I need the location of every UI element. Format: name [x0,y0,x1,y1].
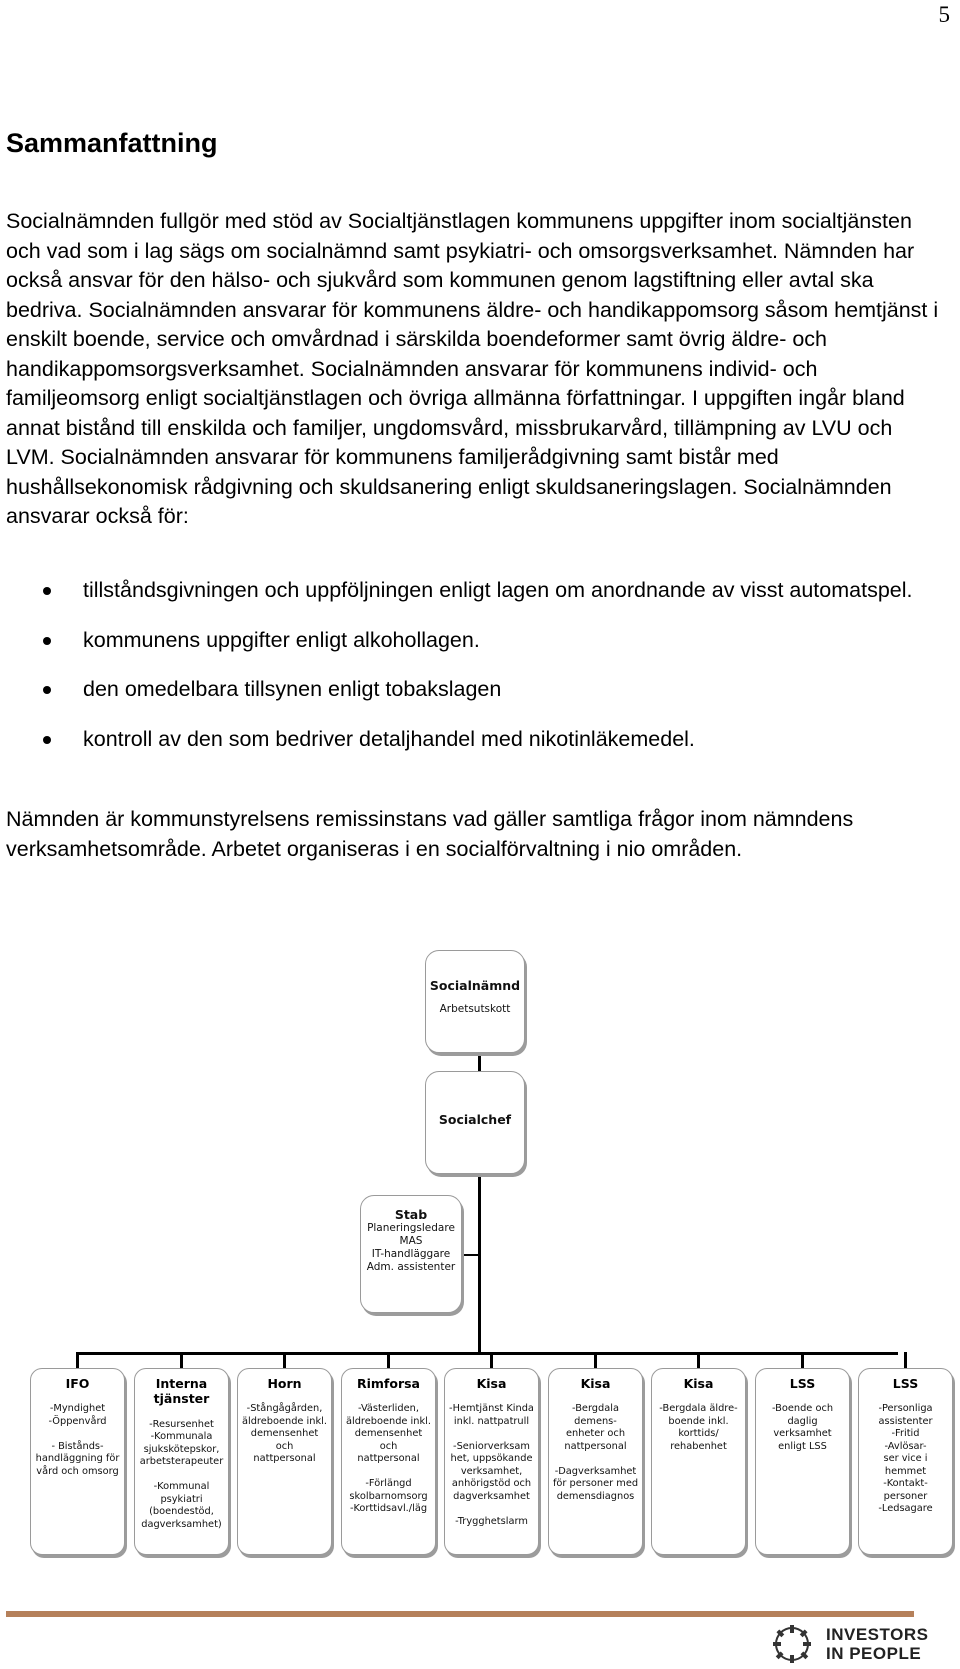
department-box [858,1368,953,1555]
staff-box [360,1195,462,1313]
department-description: -Myndighet -Öppenvård - Bistånds- handläggning för vård och omsorg [35,1403,120,1477]
list-item [6,626,946,656]
list-item [6,675,946,705]
staff-title: Stab [394,1207,428,1222]
intro-paragraph: Socialnämnden fullgör med stöd av Socialtjänstlagen kommunens uppgifter inom socialtjänsten och vad som i lag sägs om socialnämnd samt psykiatri- och omsorgsverksamhet. Nämnden har också ansvar för den hälso- och sjukvård som kommunen genom lagstiftning eller avtal ska bedriva. Socialnämnden ansvarar för kommunens äldre- och handikappomsorg såsom hemtjänst i enskilt boende, service och omvårdnad i särskilda boendeformer samt övrig äldre- och handikappomsorgsverksamhet. Socialnämnden ansvarar för kommunens individ- och familjeomsorg enligt socialtjänstlagen och övriga allmänna författningar. I uppgiften ingår bland annat bistånd till enskilda och familjer, ungdomsvård, missbrukarvård, tillämpning av LVU och LVM. Socialnämnden ansvarar för kommunens familjerådgivning samt bistår med hushållsekonomisk rådgivning och skuldsanering enligt skuldsaneringslagen. Socialnämnden ansvarar också för: [6,209,939,528]
logo-text-line-2: IN PEOPLE [826,1644,922,1663]
connector-line [697,1352,700,1368]
department-title: IFO [65,1376,90,1391]
department-box [134,1368,229,1555]
connector-line [904,1352,907,1368]
logo-text-line-1: INVESTORS [826,1625,929,1644]
department-box [341,1368,436,1555]
department-title: Kisa [476,1376,507,1391]
connector-line [283,1352,286,1368]
department-description: -Resursenhet -Kommunala sjukskötерskor, arbetsterapeuter -Kommunal psykiatri (boendestöd, dagverksamhet) [139,1418,224,1530]
connector-line [594,1352,597,1368]
connector-line [478,1174,481,1354]
section-heading: Sammanfattning [6,128,218,158]
connector-line [76,1352,79,1368]
department-title: LSS [789,1376,816,1391]
department-description: -Västerliden, äldreboende inkl. demensenhet och nattpersonal -Förlängd skolbarnomsorg -Korttidsavl./läg [345,1403,432,1514]
department-title: Interna tjänster [153,1376,210,1406]
department-box [30,1368,125,1555]
department-box [651,1368,746,1555]
outro-paragraph: Nämnden är kommunstyrelsens remissinstans vad gäller samtliga frågor inom nämndens verksamhetsområde. Arbetet organiseras i en socialförvaltning i nio områden. [6,807,854,861]
department-title: Horn [267,1376,302,1391]
staff-roles: Planeringsledare MAS IT-handläggare Adm. assistenter [366,1222,456,1273]
chief-box [425,1071,525,1174]
bullet-icon [43,637,51,645]
department-title: Kisa [580,1376,611,1391]
chief-title: Socialchef [438,1112,512,1127]
list-item-text: den omedelbara tillsynen enligt tobakslagen [83,677,502,701]
department-box [755,1368,850,1555]
list-item-text: tillståndsgivningen och uppföljningen enligt lagen om anordnande av visst automatspel. [83,578,913,602]
connector-line [180,1352,183,1368]
department-box [548,1368,643,1555]
department-description: -Boende och daglig verksamhet enligt LSS [771,1403,834,1452]
list-item [6,725,946,755]
department-box [237,1368,332,1555]
board-title: Socialnämnd [429,978,521,993]
department-description: -Hemtjänst Kinda inkl. nattpatrull -Seniorverksam het, uppsökande verksamhet, anhörigstöd och dagverksamhet -Trygghetslarm [449,1403,534,1527]
page-number: 5 [938,2,950,27]
department-title: Rimforsa [356,1376,420,1391]
investors-in-people-logo-icon [762,1622,822,1666]
department-description: -Bergdala demens- enheter och nattpersonal -Dagverksamhet för personer med demensdiagnos [552,1403,639,1502]
board-subtitle: Arbetsutskott [439,1003,511,1015]
connector-line [801,1352,804,1368]
department-title: LSS [892,1376,919,1391]
department-box [444,1368,539,1555]
list-item [6,576,946,606]
bullet-icon [43,587,51,595]
connector-line [387,1352,390,1368]
department-description: -Personliga assistenter -Fritid -Avlösar- ser vice i hemmet -Kontakt- personer -Ledsagare [878,1403,933,1514]
bullet-icon [43,736,51,744]
footer-logo-text [826,1625,928,1663]
connector-line [78,1352,898,1355]
department-title: Kisa [683,1376,714,1391]
footer-rule [6,1611,914,1617]
responsibility-list [6,576,946,754]
department-description: -Bergdala äldre- boende inkl. korttids/ rehabenhet [659,1403,738,1452]
list-item-text: kontroll av den som bedriver detaljhandel med nikotinläkemedel. [83,726,695,751]
bullet-icon [43,686,51,694]
connector-line [490,1352,493,1368]
list-item-text: kommunens uppgifter enligt alkohollagen. [83,627,480,652]
board-box [425,950,525,1053]
department-description: -Stångågården, äldreboende inkl. demensenhet och nattpersonal [241,1403,328,1464]
